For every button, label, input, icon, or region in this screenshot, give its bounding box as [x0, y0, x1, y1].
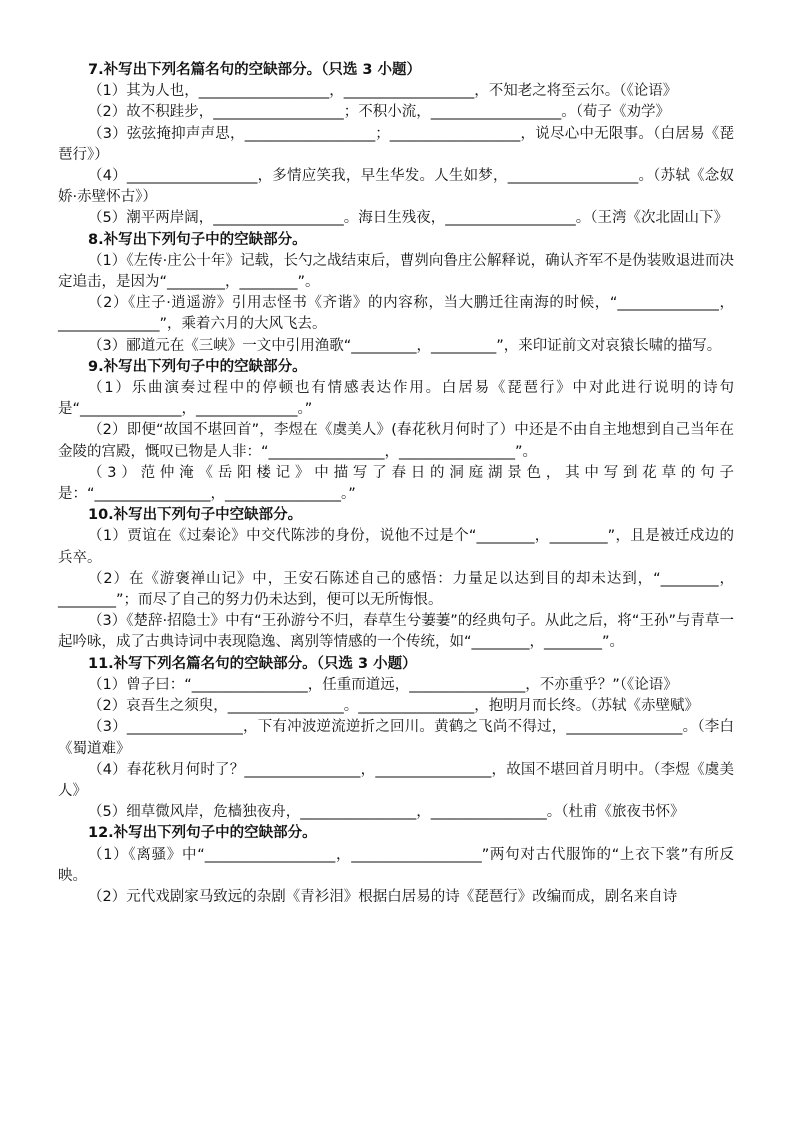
- question-item: （2）即便“故国不堪回首”，李煜在《虞美人》(春花秋月何时了）中还是不由自主地想到自己当年在金陵的宫殿，慨叹已物是人非：“________________，________________”。: [58, 422, 734, 460]
- question-item: （2）《庄子·逍遥游》引用志怪书《齐谐》的内容称，当大鹏迁往南海的时候，“______________，______________”，乘着六月的大风飞去。: [58, 295, 734, 333]
- question-item: （1）《离骚》中“__________________，__________________”两句对古代服饰的“上衣下裳”有所反映。: [58, 846, 734, 884]
- question-item: （3）弦弦掩抑声声思，__________________；__________________，说尽心中无限事。（白居易《琵琶行》）: [58, 125, 734, 163]
- question-item: （2）故不积跬步，__________________；不积小流，__________________。（荀子《劝学》: [88, 104, 670, 121]
- question-heading: 9.补写出下列句子中的空缺部分。: [88, 358, 307, 375]
- question-section: [58, 357, 734, 505]
- question-item: （3）范仲淹《岳阳楼记》中描写了春日的洞庭湖景色，其中写到花草的句子是：“________________，________________。”: [58, 464, 734, 503]
- question-heading: 7.补写出下列名篇名句的空缺部分。（只选 3 小题）: [88, 62, 422, 78]
- worksheet-page: [58, 60, 734, 908]
- question-item: （1）《左传·庄公十年》记载，长勺之战结束后，曹刿向鲁庄公解释说，确认齐军不是伪装败退进而决定追击，是因为“________，________”。: [58, 252, 734, 291]
- question-section: [58, 60, 734, 230]
- question-section: [58, 654, 734, 824]
- question-item: （1）贾谊在《过秦论》中交代陈涉的身份，说他不过是个“________，________”，且是被迁戍边的兵卒。: [58, 528, 734, 566]
- question-heading: 8.补写出下列句子中的空缺部分。: [88, 231, 307, 248]
- question-section: [58, 505, 734, 653]
- question-item: （1）乐曲演奏过程中的停顿也有情感表达作用。白居易《琵琶行》中对此进行说明的诗句是“______________，______________。”: [58, 380, 734, 418]
- question-item: （2）哀吾生之须臾，________________。________________，抱明月而长终。（苏轼《赤壁赋》: [88, 698, 699, 715]
- question-heading: 12.补写出下列句子中的空缺部分。: [88, 825, 317, 842]
- question-item: （2）元代戏剧家马致远的杂剧《青衫泪》根据白居易的诗《琵琶行》改编而成，剧名来自诗: [88, 888, 678, 905]
- question-item: （1）曾子曰：“________________，任重而道远，________________，不亦重乎？”（《论语》: [88, 676, 678, 693]
- question-section: [58, 230, 734, 357]
- question-item: （5）潮平两岸阔，__________________。海日生残夜，__________________。（王湾《次北固山下》: [88, 210, 728, 227]
- question-item: （5）细草微风岸，危樯独夜舟，________________，________________。（杜甫《旅夜书怀》: [88, 804, 685, 821]
- question-item: （4）__________________，多情应笑我，早生华发。人生如梦，__________________。（苏轼《念奴娇·赤壁怀古》）: [58, 168, 734, 206]
- question-item: （1）其为人也，__________________，__________________，不知老之将至云尔。（《论语》: [88, 83, 678, 100]
- question-item: （3）《楚辞·招隐士》中有“王孙游兮不归，春草生兮萋萋”的经典句子。从此之后，将“王孙”与青草一起吟咏，成了古典诗词中表现隐逸、离别等情感的一个传统，如“________，________”。: [58, 613, 734, 651]
- question-item: （4）春花秋月何时了？________________，________________，故国不堪回首月明中。（李煜《虞美人》: [58, 761, 734, 799]
- question-item: （3）________________，下有冲波逆流逆折之回川。黄鹤之飞尚不得过，________________。（李白《蜀道难》: [58, 719, 734, 757]
- question-item: （2）在《游褒禅山记》中，王安石陈述自己的感悟：力量足以达到目的却未达到，“________，________”；而尽了自己的努力仍未达到，便可以无所悔恨。: [58, 570, 734, 609]
- question-item: （3）郦道元在《三峡》一文中引用渔歌“_________，_________”，来印证前文对哀猿长啸的描写。: [88, 337, 722, 354]
- question-heading: 10.补写出下列句子中空缺部分。: [88, 507, 303, 524]
- question-section: [58, 823, 734, 908]
- question-heading: 11.补写下列名篇名句的空缺部分。（只选 3 小题）: [88, 655, 417, 672]
